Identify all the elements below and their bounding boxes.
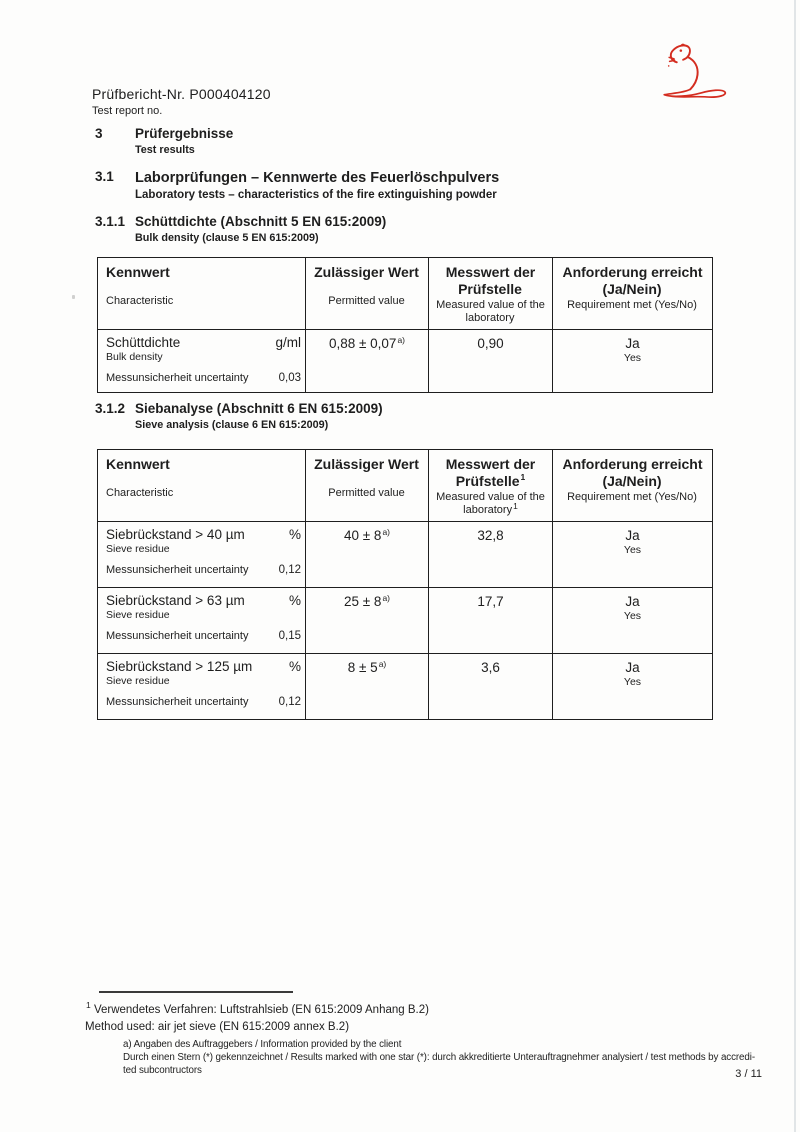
unit: % (288, 527, 301, 543)
footnote-method-en: Method used: air jet sieve (EN 615:2009 annex B.2) (85, 1021, 350, 1034)
unit: % (288, 593, 301, 609)
characteristic-de: Siebrückstand > 40 µm (106, 527, 245, 543)
header-measured-value: Messwert der Prüfstelle$^1$ Measured value of the laboratory$^1$ (429, 450, 553, 522)
characteristic-en: Sieve residue (106, 608, 170, 621)
cell-characteristic (98, 654, 306, 720)
met-de: Ja (625, 528, 640, 544)
footnote-star-line2: ted subcontructors (123, 1065, 202, 1077)
cell-characteristic (98, 330, 306, 393)
met-de: Ja (625, 660, 640, 676)
section-title-de: Schüttdichte (Abschnitt 5 EN 615:2009) (135, 214, 387, 229)
section-3-1-2-heading (95, 401, 383, 432)
report-number-en: Test report no. (92, 104, 163, 117)
section-title-de: Prüfergebnisse (135, 126, 234, 141)
header-characteristic: Kennwert Characteristic (98, 450, 306, 522)
unit: g/ml (275, 335, 301, 351)
table-header-row (98, 450, 713, 522)
section-3-1-1-heading (95, 214, 386, 245)
cell-measured-value: 0,90 (429, 330, 553, 393)
cell-measured-value: 17,7 (429, 588, 553, 654)
cell-permitted-value: 40 ± 8$^{a)}$ (306, 522, 429, 588)
scan-edge-artifact (794, 0, 796, 1132)
header-characteristic: Kennwert Characteristic (98, 258, 306, 330)
report-number-block (92, 86, 271, 118)
header-permitted-value: Zulässiger Wert Permitted value (306, 450, 429, 522)
met-en: Yes (623, 544, 642, 557)
footnote-a: a) Angaben des Auftraggebers / Information provided by the client (123, 1039, 402, 1051)
unit: % (288, 659, 301, 675)
met-en: Yes (623, 610, 642, 623)
section-3-1-heading (95, 169, 499, 203)
section-3-heading (95, 126, 233, 157)
uncertainty-value: 0,03 (278, 371, 301, 384)
met-en: Yes (623, 352, 642, 365)
table-row-sieve-63 (98, 588, 713, 654)
section-title-en: Sieve analysis (clause 6 EN 615:2009) (135, 418, 329, 431)
footnote-method-de: $^1$ Verwendetes Verfahren: Luftstrahlsieb (EN 615:2009 Anhang B.2) (86, 1000, 429, 1016)
uncertainty-label: Messunsicherheit uncertainty (106, 563, 249, 576)
section-number: 3.1.2 (95, 401, 126, 416)
page-number: 3 / 11 (735, 1068, 762, 1080)
section-title-en: Test results (135, 143, 195, 156)
header-measured-value: Messwert der Prüfstelle Measured value of the laboratory (429, 258, 553, 330)
cell-permitted-value: 8 ± 5$^{a)}$ (306, 654, 429, 720)
cell-requirement-met (553, 330, 713, 393)
cell-requirement-met (553, 522, 713, 588)
cell-permitted-value: 0,88 ± 0,07$^{a)}$ (306, 330, 429, 393)
footnotes-block (85, 1002, 775, 1078)
characteristic-de: Siebrückstand > 125 µm (106, 659, 253, 675)
cell-permitted-value: 25 ± 8$^{a)}$ (306, 588, 429, 654)
characteristic-en: Sieve residue (106, 542, 170, 555)
cell-measured-value: 3,6 (429, 654, 553, 720)
table-row-sieve-125 (98, 654, 713, 720)
section-number: 3 (95, 126, 103, 141)
characteristic-de: Schüttdichte (106, 335, 181, 351)
bulk-density-table (97, 257, 713, 393)
uncertainty-value: 0,12 (278, 563, 301, 576)
characteristic-de: Siebrückstand > 63 µm (106, 593, 245, 609)
section-title-en: Bulk density (clause 5 EN 615:2009) (135, 231, 319, 244)
met-de: Ja (625, 336, 640, 352)
met-de: Ja (625, 594, 640, 610)
section-number: 3.1 (95, 169, 114, 184)
met-en: Yes (623, 676, 642, 689)
scan-dot-artifact (72, 295, 75, 299)
uncertainty-label: Messunsicherheit uncertainty (106, 371, 249, 384)
sieve-analysis-table (97, 449, 713, 720)
red-animal-sketch-logo-icon (656, 38, 748, 110)
section-title-de: Laborprüfungen – Kennwerte des Feuerlöschpulvers (135, 170, 500, 186)
footnote-star-line1: Durch einen Stern (*) gekennzeichnet / Results marked with one star (*): durch akkreditierte Unterauftragnehmer analysiert / test methods by accredi- (123, 1052, 755, 1064)
report-number: Prüfbericht-Nr. P000404120 (92, 86, 271, 102)
header-requirement-met: Anforderung erreicht (Ja/Nein) Requirement met (Yes/No) (553, 258, 713, 330)
section-title-de: Siebanalyse (Abschnitt 6 EN 615:2009) (135, 401, 383, 416)
footnote-divider (99, 991, 293, 993)
cell-requirement-met (553, 654, 713, 720)
table-header-row (98, 258, 713, 330)
uncertainty-label: Messunsicherheit uncertainty (106, 629, 249, 642)
uncertainty-label: Messunsicherheit uncertainty (106, 695, 249, 708)
cell-measured-value: 32,8 (429, 522, 553, 588)
header-permitted-value: Zulässiger Wert Permitted value (306, 258, 429, 330)
uncertainty-value: 0,15 (278, 629, 301, 642)
table-row-bulk-density (98, 330, 713, 393)
uncertainty-value: 0,12 (278, 695, 301, 708)
section-number: 3.1.1 (95, 214, 126, 229)
characteristic-en: Sieve residue (106, 674, 170, 687)
header-requirement-met: Anforderung erreicht (Ja/Nein) Requirement met (Yes/No) (553, 450, 713, 522)
cell-requirement-met (553, 588, 713, 654)
table-row-sieve-40 (98, 522, 713, 588)
cell-characteristic (98, 588, 306, 654)
cell-characteristic (98, 522, 306, 588)
section-title-en: Laboratory tests – characteristics of the fire extinguishing powder (135, 189, 497, 202)
characteristic-en: Bulk density (106, 350, 163, 363)
